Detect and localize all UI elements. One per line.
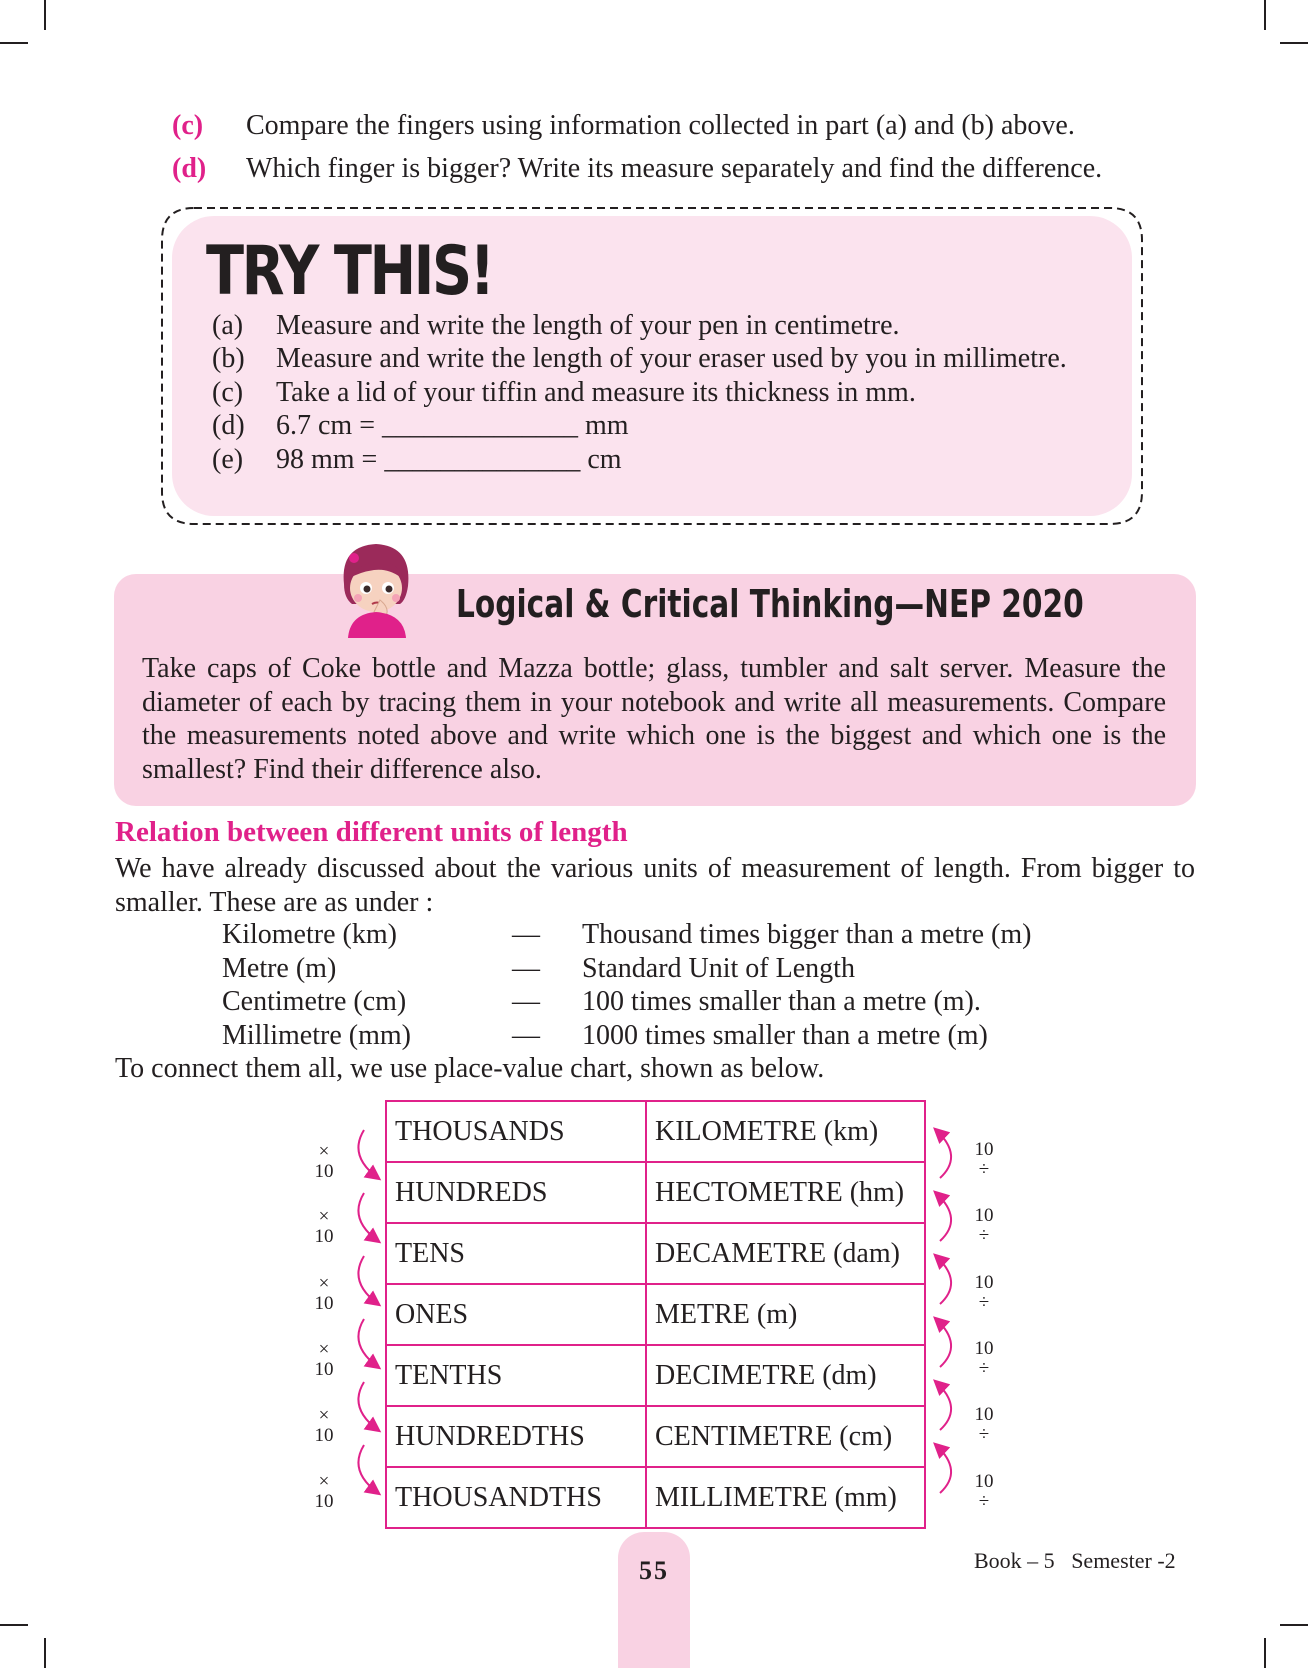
place-value-chart	[385, 1100, 926, 1529]
table-row	[386, 1284, 925, 1345]
multiply-label	[304, 1274, 344, 1314]
crop-mark	[1264, 1638, 1266, 1668]
table-row	[386, 1345, 925, 1406]
semester-label: Semester -2	[1071, 1548, 1176, 1573]
arrow-up-icon	[936, 1382, 951, 1430]
multiply-sign: ×	[318, 1471, 330, 1492]
divide-sign: ÷	[978, 1225, 990, 1246]
arrow-up-icon	[936, 1193, 951, 1241]
logical-thinking-text: Take caps of Coke bottle and Mazza bottle; glass, tumbler and salt server. Measure the diameter of each by tracing them in your notebook and write all measurements. Compare the measurements noted above and write which one is the biggest and which one is the smallest? Find their difference also.	[142, 653, 1166, 785]
try-item-label: (a)	[212, 310, 244, 341]
arrow-down-icon	[358, 1445, 378, 1493]
table-row	[386, 1467, 925, 1528]
unit-desc: Standard Unit of Length	[582, 953, 855, 984]
try-this-title: TRY THIS!	[206, 232, 493, 311]
divide-label	[964, 1273, 1004, 1313]
arrow-down-icon	[358, 1193, 378, 1241]
crop-mark	[44, 1638, 46, 1668]
try-item	[212, 410, 629, 442]
unit-cell: MILLIMETRE (mm)	[646, 1467, 925, 1528]
unit-dash: —	[512, 1020, 540, 1051]
place-cell: TENS	[386, 1223, 646, 1284]
table-row	[386, 1223, 925, 1284]
footer-book-info	[974, 1548, 1176, 1574]
question-c	[172, 110, 1075, 142]
crop-mark	[1280, 42, 1308, 44]
unit-cell: HECTOMETRE (hm)	[646, 1162, 925, 1223]
chart-caption: To connect them all, we use place-value chart, shown as below.	[115, 1053, 825, 1084]
multiply-label	[304, 1340, 344, 1380]
divide-factor: 10	[974, 1272, 994, 1293]
book-label: Book – 5	[974, 1548, 1055, 1573]
divide-label	[964, 1140, 1004, 1180]
divide-factor: 10	[974, 1205, 994, 1226]
divide-sign: ÷	[978, 1358, 990, 1379]
multiply-factor: 10	[314, 1359, 334, 1380]
arrow-down-icon	[358, 1319, 378, 1367]
divide-sign: ÷	[978, 1491, 990, 1512]
unit-name: Millimetre (mm)	[222, 1020, 411, 1051]
unit-desc: 1000 times smaller than a metre (m)	[582, 1020, 988, 1051]
place-cell: HUNDREDS	[386, 1162, 646, 1223]
divide-factor: 10	[974, 1139, 994, 1160]
table-row	[386, 1162, 925, 1223]
question-text: Compare the fingers using information collected in part (a) and (b) above.	[246, 110, 1075, 141]
try-item	[212, 444, 622, 476]
divide-arrows	[924, 1120, 964, 1540]
divide-factor: 10	[974, 1404, 994, 1425]
question-text: Which finger is bigger? Write its measure separately and find the difference.	[246, 153, 1103, 184]
unit-cell: DECAMETRE (dam)	[646, 1223, 925, 1284]
unit-cell: KILOMETRE (km)	[646, 1101, 925, 1162]
unit-name: Kilometre (km)	[222, 919, 397, 950]
divide-label	[964, 1206, 1004, 1246]
logical-thinking-title: Logical & Critical Thinking—NEP 2020	[456, 582, 1084, 626]
arrow-down-icon	[358, 1130, 378, 1178]
section-intro: We have already discussed about the various units of measurement of length. From bigger to smaller. These are as under :	[115, 853, 1195, 918]
unit-name: Metre (m)	[222, 953, 337, 984]
multiply-label	[304, 1207, 344, 1247]
multiply-sign: ×	[318, 1141, 330, 1162]
unit-dash: —	[512, 953, 540, 984]
crop-mark	[0, 42, 28, 44]
try-item-text: 6.7 cm = ______________ mm	[276, 410, 629, 441]
crop-mark	[1280, 1624, 1308, 1626]
arrow-down-icon	[358, 1256, 378, 1304]
divide-label	[964, 1339, 1004, 1379]
divide-label	[964, 1405, 1004, 1445]
multiply-label	[304, 1142, 344, 1182]
arrow-down-icon	[358, 1382, 378, 1430]
multiply-label	[304, 1472, 344, 1512]
try-item-label: (d)	[212, 410, 245, 441]
multiply-factor: 10	[314, 1161, 334, 1182]
table-row	[386, 1406, 925, 1467]
divide-sign: ÷	[978, 1159, 990, 1180]
divide-label	[964, 1472, 1004, 1512]
multiply-sign: ×	[318, 1339, 330, 1360]
page-number-tab	[618, 1532, 690, 1668]
table-row	[386, 1101, 925, 1162]
unit-desc: Thousand times bigger than a metre (m)	[582, 919, 1032, 950]
try-item	[212, 377, 916, 409]
place-cell: THOUSANDTHS	[386, 1467, 646, 1528]
try-item	[212, 343, 1067, 375]
try-item-label: (b)	[212, 343, 245, 374]
multiply-factor: 10	[314, 1491, 334, 1512]
unit-desc: 100 times smaller than a metre (m).	[582, 986, 981, 1017]
place-cell: ONES	[386, 1284, 646, 1345]
unit-cell: DECIMETRE (dm)	[646, 1345, 925, 1406]
multiply-sign: ×	[318, 1405, 330, 1426]
place-cell: TENTHS	[386, 1345, 646, 1406]
place-cell: HUNDREDTHS	[386, 1406, 646, 1467]
try-item-text: Take a lid of your tiffin and measure its thickness in mm.	[276, 377, 916, 408]
divide-factor: 10	[974, 1471, 994, 1492]
question-label: (c)	[172, 110, 204, 141]
crop-mark	[1264, 0, 1266, 30]
arrow-up-icon	[936, 1130, 951, 1178]
try-item-label: (e)	[212, 444, 244, 475]
try-item-text: 98 mm = ______________ cm	[276, 444, 622, 475]
multiply-factor: 10	[314, 1293, 334, 1314]
unit-name: Centimetre (cm)	[222, 986, 407, 1017]
question-d	[172, 153, 1102, 185]
unit-dash: —	[512, 986, 540, 1017]
try-item-label: (c)	[212, 377, 244, 408]
multiply-factor: 10	[314, 1425, 334, 1446]
try-item-text: Measure and write the length of your pen in centimetre.	[276, 310, 900, 341]
crop-mark	[44, 0, 46, 30]
place-cell: THOUSANDS	[386, 1101, 646, 1162]
arrow-up-icon	[936, 1445, 951, 1493]
multiply-sign: ×	[318, 1206, 330, 1227]
divide-sign: ÷	[978, 1292, 990, 1313]
multiply-arrows	[350, 1120, 390, 1540]
try-item-text: Measure and write the length of your eraser used by you in millimetre.	[276, 343, 1067, 374]
crop-mark	[0, 1624, 28, 1626]
divide-factor: 10	[974, 1338, 994, 1359]
girl-thinking-icon	[334, 538, 418, 640]
unit-dash: —	[512, 919, 540, 950]
page-number: 55	[639, 1556, 669, 1585]
section-heading: Relation between different units of length	[115, 816, 628, 848]
unit-cell: CENTIMETRE (cm)	[646, 1406, 925, 1467]
multiply-label	[304, 1406, 344, 1446]
arrow-up-icon	[936, 1319, 951, 1367]
multiply-factor: 10	[314, 1226, 334, 1247]
try-item	[212, 310, 900, 342]
question-label: (d)	[172, 153, 207, 184]
divide-sign: ÷	[978, 1424, 990, 1445]
multiply-sign: ×	[318, 1273, 330, 1294]
arrow-up-icon	[936, 1256, 951, 1304]
unit-cell: METRE (m)	[646, 1284, 925, 1345]
